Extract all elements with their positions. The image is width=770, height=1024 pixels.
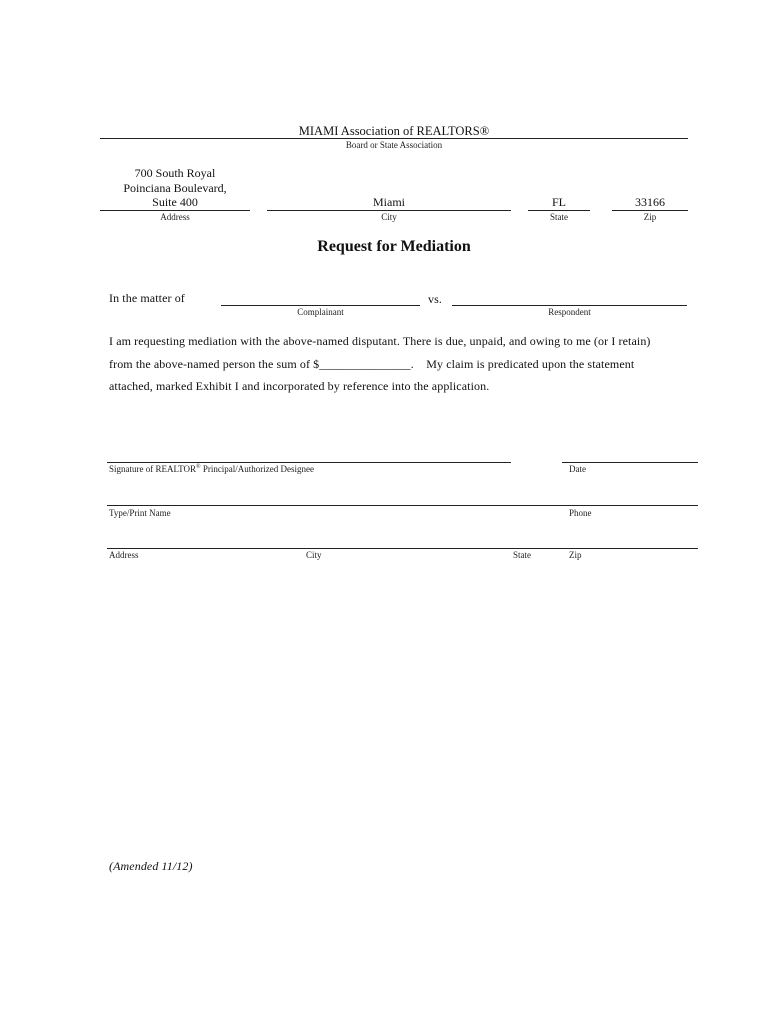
amended-note: (Amended 11/12): [109, 859, 193, 873]
city-value: Miami: [373, 195, 405, 209]
signer-city-label: City: [306, 550, 322, 560]
signature-label-pre: Signature of REALTOR: [109, 464, 196, 474]
statement-line-3: attached, marked Exhibit I and incorporated by reference into the application.: [109, 379, 490, 393]
zip-caption: Zip: [643, 212, 657, 222]
phone-label: Phone: [569, 508, 592, 518]
association-underline: [100, 138, 688, 139]
state-caption: State: [550, 212, 568, 222]
address-line-3: Suite 400: [152, 195, 198, 209]
respondent-caption: Respondent: [548, 307, 591, 317]
signature-label: [109, 464, 314, 474]
signature-field[interactable]: [107, 462, 511, 463]
matter-lead: In the matter of: [109, 291, 185, 305]
zip-value: 33166: [635, 195, 665, 209]
complainant-field[interactable]: [221, 305, 420, 306]
registered-mark: ®: [196, 464, 201, 470]
address-underline: [100, 210, 250, 211]
address-value: [100, 166, 250, 210]
state-underline: [528, 210, 590, 211]
signer-zip-label: Zip: [569, 550, 582, 560]
signer-address-label: Address: [109, 550, 139, 560]
address-line-2: Poinciana Boulevard,: [123, 180, 227, 195]
state-value: FL: [551, 195, 566, 209]
page-title: Request for Mediation: [317, 238, 471, 255]
signature-label-post: Principal/Authorized Designee: [200, 464, 315, 474]
address-caption: Address: [160, 212, 190, 222]
address-city-state-zip-field[interactable]: [107, 548, 698, 549]
address-line-1: 700 South Royal: [134, 166, 216, 180]
print-name-label: Type/Print Name: [109, 508, 171, 518]
zip-underline: [612, 210, 688, 211]
statement-line-2: from the above-named person the sum of $_______________. My claim is predicated upon the statement: [109, 357, 635, 371]
city-underline: [267, 210, 511, 211]
complainant-caption: Complainant: [297, 307, 344, 317]
date-field[interactable]: [562, 462, 698, 463]
city-caption: City: [381, 212, 397, 222]
name-phone-field[interactable]: [107, 505, 698, 506]
association-name: MIAMI Association of REALTORS®: [298, 124, 490, 138]
versus-label: vs.: [428, 292, 442, 306]
statement-line-1: I am requesting mediation with the above-named disputant. There is due, unpaid, and owing to me (or I retain): [109, 334, 651, 348]
association-caption: Board or State Association: [345, 140, 443, 150]
date-label: Date: [569, 464, 586, 474]
respondent-field[interactable]: [452, 305, 687, 306]
signer-state-label: State: [513, 550, 531, 560]
